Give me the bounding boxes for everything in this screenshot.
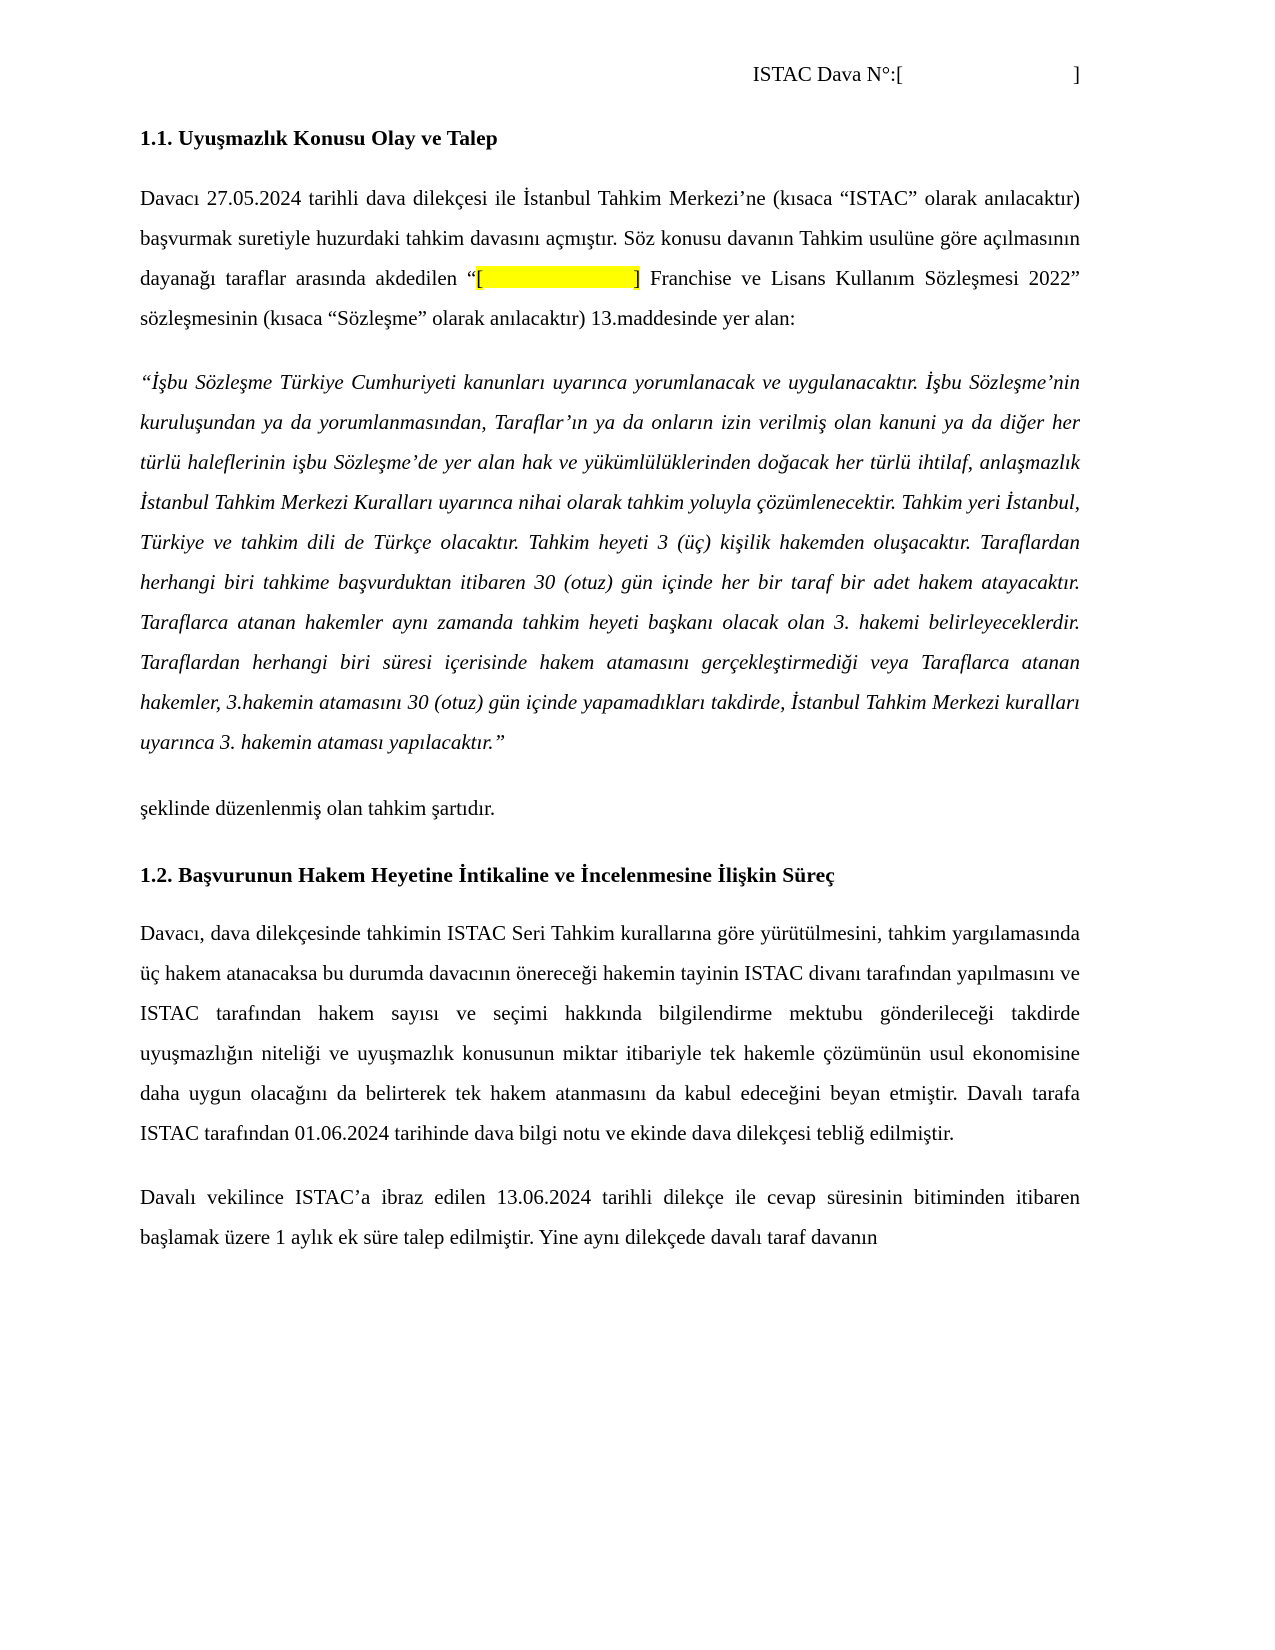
document-header <box>140 62 1080 87</box>
paragraph-segment-text-after: Franchise ve Lisans Kullanım Sözleşmesi 2022” sözleşmesinin (kısaca “Sözleşme” olarak anılacaktır) 13.maddesinde yer alan: <box>140 266 1080 331</box>
paragraph-process-second: Davalı vekilince ISTAC’a ibraz edilen 13.06.2024 tarihli dilekçe ile cevap süresinin bitiminden itibaren başlamak üzere 1 aylık ek süre talep edilmiştir. Yine aynı dilekçede davalı taraf davanın <box>140 1184 1080 1249</box>
section-heading-1-2: 1.2. Başvurunun Hakem Heyetine İntikaline ve İncelenmesine İlişkin Süreç <box>140 863 835 888</box>
contract-name-redaction-group <box>476 266 640 290</box>
case-number-bracket-close: ] <box>1073 62 1080 86</box>
case-number-label: ISTAC Dava N°: <box>752 62 896 86</box>
contract-bracket-open: [ <box>476 266 484 291</box>
paragraph-clause-closing: şeklinde düzenlenmiş olan tahkim şartıdır. <box>140 796 496 821</box>
section-heading-1-1: 1.1. Uyuşmazlık Konusu Olay ve Talep <box>140 126 498 151</box>
arbitration-clause-quote: “İşbu Sözleşme Türkiye Cumhuriyeti kanunları uyarınca yorumlanacak ve uygulanacaktır. İşbu Sözleşme’nin kuruluşundan ya da yorumlanmasından, Taraflar’ın ya da onların izin verilmiş olan kanuni ya da diğer her türlü haleflerinin işbu Sözleşme’de yer alan hak ve yükümlülüklerinden doğacak her türlü ihtilaf, anlaşmazlık İstanbul Tahkim Merkezi Kuralları uyarınca nihai olarak tahkim yoluyla çözümlenecektir. Tahkim yeri İstanbul, Türkiye ve tahkim dili de Türkçe olacaktır. Tahkim heyeti 3 (üç) kişilik hakemden oluşacaktır. Taraflardan herhangi biri tahkime başvurduktan itibaren 30 (otuz) gün içinde her bir taraf bir adet hakem atayacaktır. Taraflarca atanan hakemler aynı zamanda tahkim heyeti başkanı olacak olan 3. hakemi belirleyeceklerdir. Taraflardan herhangi biri süresi içerisinde hakem atamasını gerçekleştirmediği veya Taraflarca atanan hakemler, 3.hakemin atamasını 30 (otuz) gün içinde yapamadıkları takdirde, İstanbul Tahkim Merkezi kuralları uyarınca 3. hakemin ataması yapılacaktır.” <box>140 370 1080 755</box>
paragraph-process-first: Davacı, dava dilekçesinde tahkimin ISTAC Seri Tahkim kurallarına göre yürütülmesini, tahkim yargılamasında üç hakem atanacaksa bu durumda davacının önereceği hakemin tayinin ISTAC divanı tarafından yapılmasını ve ISTAC tarafından hakem sayısı ve seçimi hakkında bilgilendirme mektubu gönderileceği takdirde uyuşmazlığın niteliği ve uyuşmazlık konusunun miktar itibariyle tek hakemle çözümünün usul ekonomisine daha uygun olacağını da belirterek tek hakem atanmasını da kabul edeceğini beyan etmiştir. Davalı tarafa ISTAC tarafından 01.06.2024 tarihinde dava bilgi notu ve ekinde dava dilekçesi tebliğ edilmiştir. <box>140 920 1080 1145</box>
paragraph-segment-text-before: Davacı 27.05.2024 tarihli dava dilekçesi ile İstanbul Tahkim Merkezi’ne (kısaca “ISTAC” olarak anılacaktır) başvurmak suretiyle huzurdaki tahkim davasını açmıştır. Söz konusu davanın Tahkim usulüne göre açılmasının dayanağı taraflar arasında akdedilen “ <box>140 186 1080 291</box>
contract-name-redaction <box>483 266 633 288</box>
paragraph-dispute-intro <box>140 178 1080 338</box>
case-number-bracket-open: [ <box>896 62 903 86</box>
contract-bracket-close: ] <box>633 266 641 291</box>
